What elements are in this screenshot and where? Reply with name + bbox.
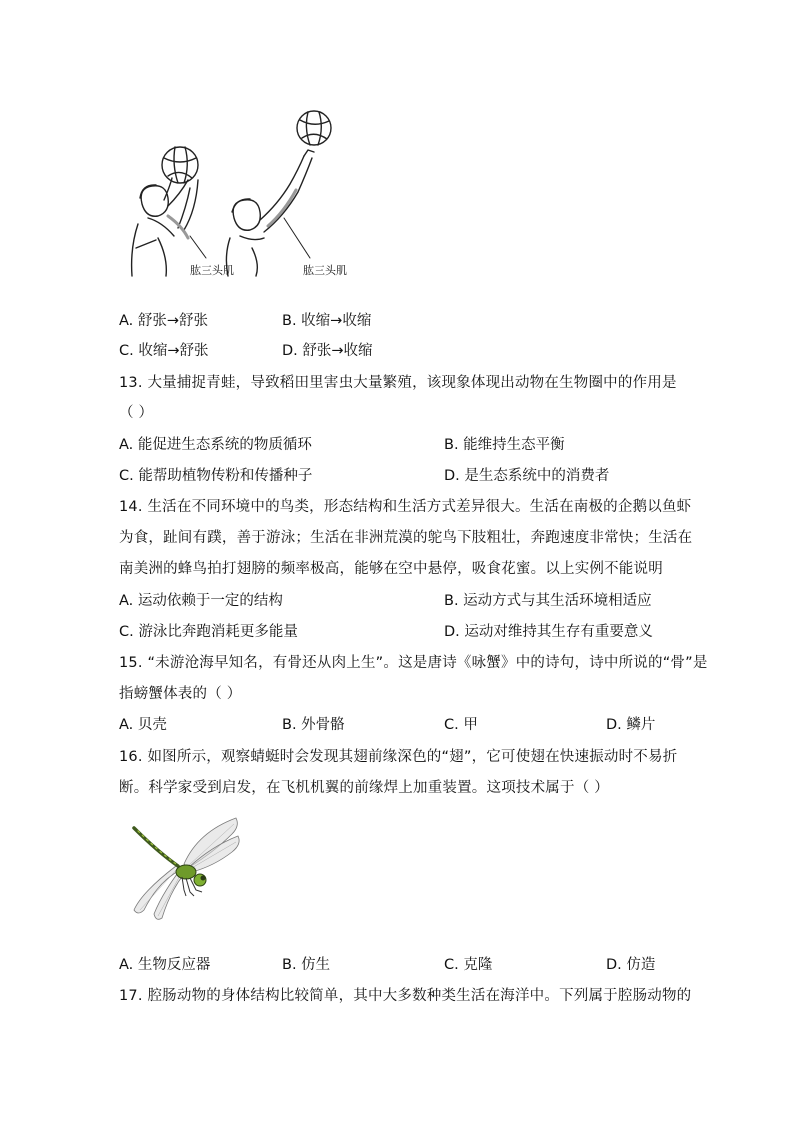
- q16-stem-line2: 断。科学家受到启发，在飞机机翼的前缘焊上加重装置。这项技术属于（ ）: [119, 780, 609, 796]
- q13-option-a[interactable]: A. 能促进生态系统的物质循环: [119, 437, 312, 453]
- q14-option-a[interactable]: A. 运动依赖于一定的结构: [119, 593, 283, 609]
- q14-option-b[interactable]: B. 运动方式与其生活环境相适应: [444, 593, 652, 609]
- q17-stem-line1: 17. 腔肠动物的身体结构比较简单，其中大多数种类生活在海洋中。下列属于腔肠动物的: [119, 988, 692, 1004]
- basketball-players-illustration: [128, 108, 368, 283]
- q12-option-b[interactable]: B. 收缩→收缩: [282, 313, 372, 329]
- q16-option-a[interactable]: A. 生物反应器: [119, 957, 211, 973]
- triceps-label-left: 肱三头肌: [190, 264, 234, 277]
- triceps-label-right: 肱三头肌: [303, 264, 347, 277]
- q16-stem-line1: 16. 如图所示，观察蜻蜓时会发现其翅前缘深色的“翅”，它可使翅在快速振动时不易折: [119, 749, 678, 765]
- q13-stem-line2: （ ）: [119, 405, 154, 421]
- q15-option-a[interactable]: A. 贝壳: [119, 717, 167, 733]
- q16-option-c[interactable]: C. 克隆: [444, 957, 493, 973]
- q12-option-c[interactable]: C. 收缩→舒张: [119, 343, 209, 359]
- q15-option-c[interactable]: C. 甲: [444, 717, 478, 733]
- dragonfly-image: [128, 812, 243, 922]
- q12-option-d[interactable]: D. 舒张→收缩: [282, 343, 373, 359]
- q12-option-a[interactable]: A. 舒张→舒张: [119, 313, 209, 329]
- dragonfly-figure: [128, 812, 243, 922]
- q14-stem-line3: 南美洲的蜂鸟拍打翅膀的频率极高，能够在空中悬停，吸食花蜜。以上实例不能说明: [119, 561, 663, 577]
- q16-option-d[interactable]: D. 仿造: [606, 957, 656, 973]
- q14-option-d[interactable]: D. 运动对维持其生存有重要意义: [444, 624, 653, 640]
- q15-stem-line1: 15. “未游沧海早知名，有骨还从肉上生”。这是唐诗《咏蟹》中的诗句，诗中所说的“骨”是: [119, 655, 708, 671]
- q15-option-b[interactable]: B. 外骨骼: [282, 717, 345, 733]
- q13-option-d[interactable]: D. 是生态系统中的消费者: [444, 468, 610, 484]
- q13-stem-line1: 13. 大量捕捉青蛙，导致稻田里害虫大量繁殖，该现象体现出动物在生物圈中的作用是: [119, 375, 677, 391]
- basketball-figure: [128, 108, 368, 283]
- q14-stem-line1: 14. 生活在不同环境中的鸟类，形态结构和生活方式差异很大。生活在南极的企鹅以鱼虾: [119, 499, 692, 515]
- q13-option-c[interactable]: C. 能帮助植物传粉和传播种子: [119, 468, 313, 484]
- q14-option-c[interactable]: C. 游泳比奔跑消耗更多能量: [119, 624, 298, 640]
- q16-option-b[interactable]: B. 仿生: [282, 957, 331, 973]
- q15-option-d[interactable]: D. 鳞片: [606, 717, 656, 733]
- q15-stem-line2: 指螃蟹体表的（ ）: [119, 686, 242, 702]
- q13-option-b[interactable]: B. 能维持生态平衡: [444, 437, 565, 453]
- q14-stem-line2: 为食，趾间有蹼，善于游泳；生活在非洲荒漠的鸵鸟下肢粗壮，奔跑速度非常快；生活在: [119, 530, 693, 546]
